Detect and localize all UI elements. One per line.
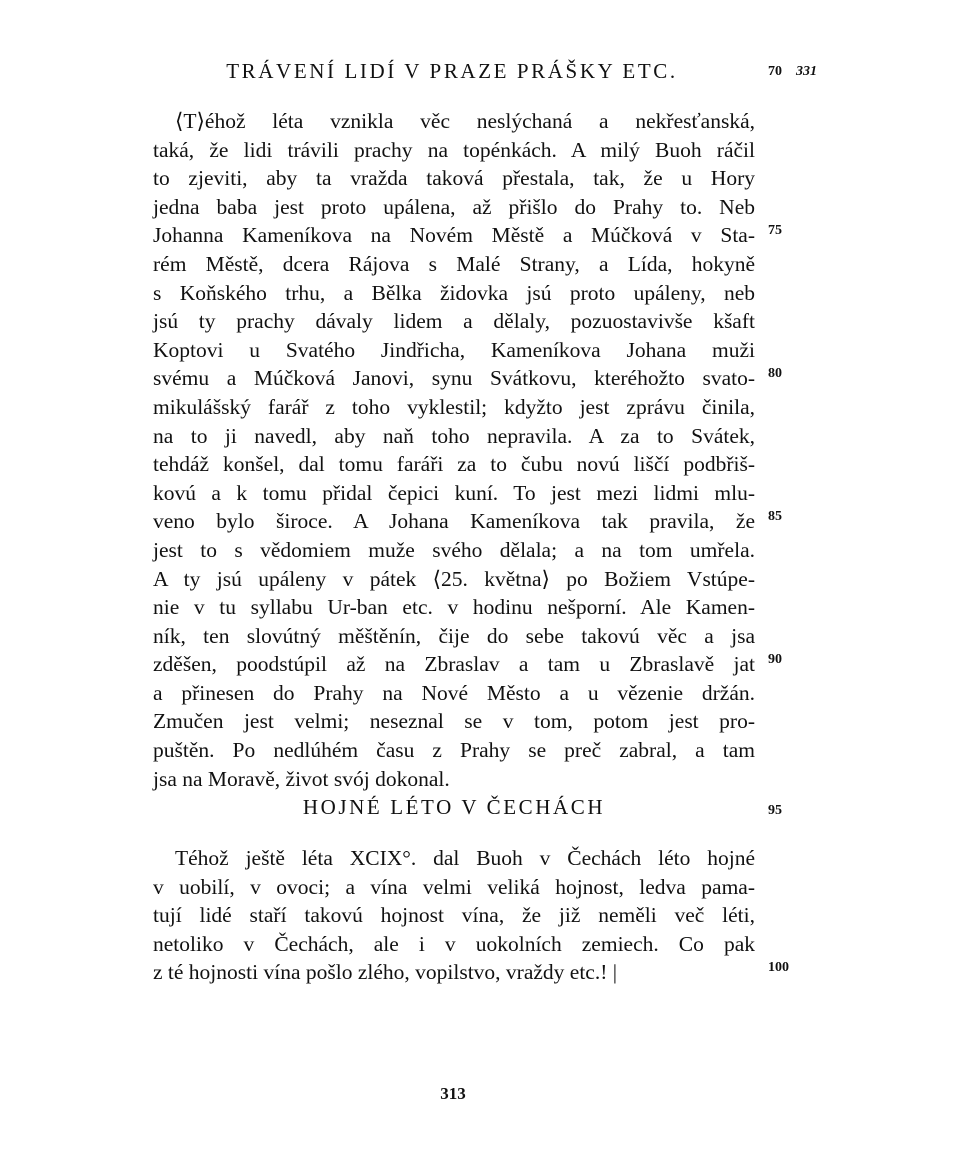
text-line: tehdáž konšel, dal tomu faráři za to čubu novú liščí podbřiš- xyxy=(153,452,755,477)
line-number-75: 75 xyxy=(768,223,782,238)
text-line: kovú a k tomu přidal čepici kuní. To jest mezi lidmi mlu- xyxy=(153,480,755,505)
text-line: zděšen, poodstúpil až na Zbraslav a tam u Zbraslavě jat xyxy=(153,652,755,677)
text-line: tují lidé staří takovú hojnost vína, že již neměli več léti, xyxy=(153,903,755,928)
text-line: jsú ty prachy dávaly lidem a dělaly, pozuostavivše kšaft xyxy=(153,309,755,334)
text-line: ník, ten slovútný měštěnín, čije do sebe takovú věc a jsa xyxy=(153,623,755,648)
text-line: puštěn. Po nedlúhém času z Prahy se preč zabral, a tam xyxy=(153,738,755,763)
text-line: Zmučen jest velmi; neseznal se v tom, potom jest pro- xyxy=(153,709,755,734)
line-number-85: 85 xyxy=(768,509,782,524)
text-line: s Koňského trhu, a Bělka židovka jsú proto upáleny, neb xyxy=(153,280,755,305)
text-line: taká, že lidi trávili prachy na topénkách. A milý Buoh ráčil xyxy=(153,137,755,162)
line-number-100: 100 xyxy=(768,960,789,975)
text-line: veno bylo široce. A Johana Kameníkova tak pravila, že xyxy=(153,509,755,534)
header-line-number: 70 xyxy=(768,64,782,79)
text-line: to zjeviti, aby ta vražda taková přestala, tak, že u Hory xyxy=(153,166,755,191)
text-line: jsa na Moravě, život svój dokonal. xyxy=(153,766,450,791)
text-line: jedna baba jest proto upálena, až přišlo do Prahy to. Neb xyxy=(153,194,755,219)
section-heading: HOJNÉ LÉTO V ČECHÁCH xyxy=(302,795,606,819)
line-number-90: 90 xyxy=(768,652,782,667)
text-line: netoliko v Čechách, ale i v uokolních zemiech. Co pak xyxy=(153,931,755,956)
text-line: nie v tu syllabu Ur-ban etc. v hodinu nešporní. Ale Kamen- xyxy=(153,595,755,620)
line-number-80: 80 xyxy=(768,366,782,381)
text-line: a přinesen do Prahy na Nové Město a u vězenie držán. xyxy=(153,680,755,705)
text-line: z té hojnosti vína pošlo zlého, vopilstvo, vraždy etc.! | xyxy=(153,960,618,985)
manuscript-folio: 331 xyxy=(796,64,817,79)
paragraph-poisonings xyxy=(153,107,755,793)
line-number-95: 95 xyxy=(768,803,782,818)
text-line: Téhož ještě léta XCIX°. dal Buoh v Čechách léto hojné xyxy=(175,846,755,870)
text-line: svému a Múčková Janovi, synu Svátkovu, kteréhožto svato- xyxy=(153,366,755,391)
text-line: jest to s vědomiem muže svého dělala; a na tom umřela. xyxy=(153,537,755,562)
text-line: Johanna Kameníkova na Novém Městě a Múčková v Sta- xyxy=(153,223,755,248)
page-number: 313 xyxy=(440,1084,466,1103)
text-line: v uobilí, v ovoci; a vína velmi veliká hojnost, ledva pama- xyxy=(153,874,755,899)
paragraph-abundant-year xyxy=(153,844,755,987)
text-line: mikulášský farář z toho vyklestil; kdyžto jest zprávu činila, xyxy=(153,394,755,419)
running-title: TRÁVENÍ LIDÍ V PRAZE PRÁŠKY ETC. xyxy=(226,59,678,83)
text-line: rém Městě, dcera Rájova s Malé Strany, a Lída, hokyně xyxy=(153,251,755,276)
text-line: Koptovi u Svatého Jindřicha, Kameníkova Johana muži xyxy=(153,337,755,362)
text-line: ⟨T⟩éhož léta vznikla věc neslýchaná a nekřesťanská, xyxy=(175,109,755,133)
header-reference xyxy=(768,63,817,81)
text-line: na to ji navedl, aby naň toho nepravila. A za to Svátek, xyxy=(153,423,755,448)
text-line: A ty jsú upáleny v pátek ⟨25. května⟩ po Božiem Vstúpe- xyxy=(153,566,755,591)
